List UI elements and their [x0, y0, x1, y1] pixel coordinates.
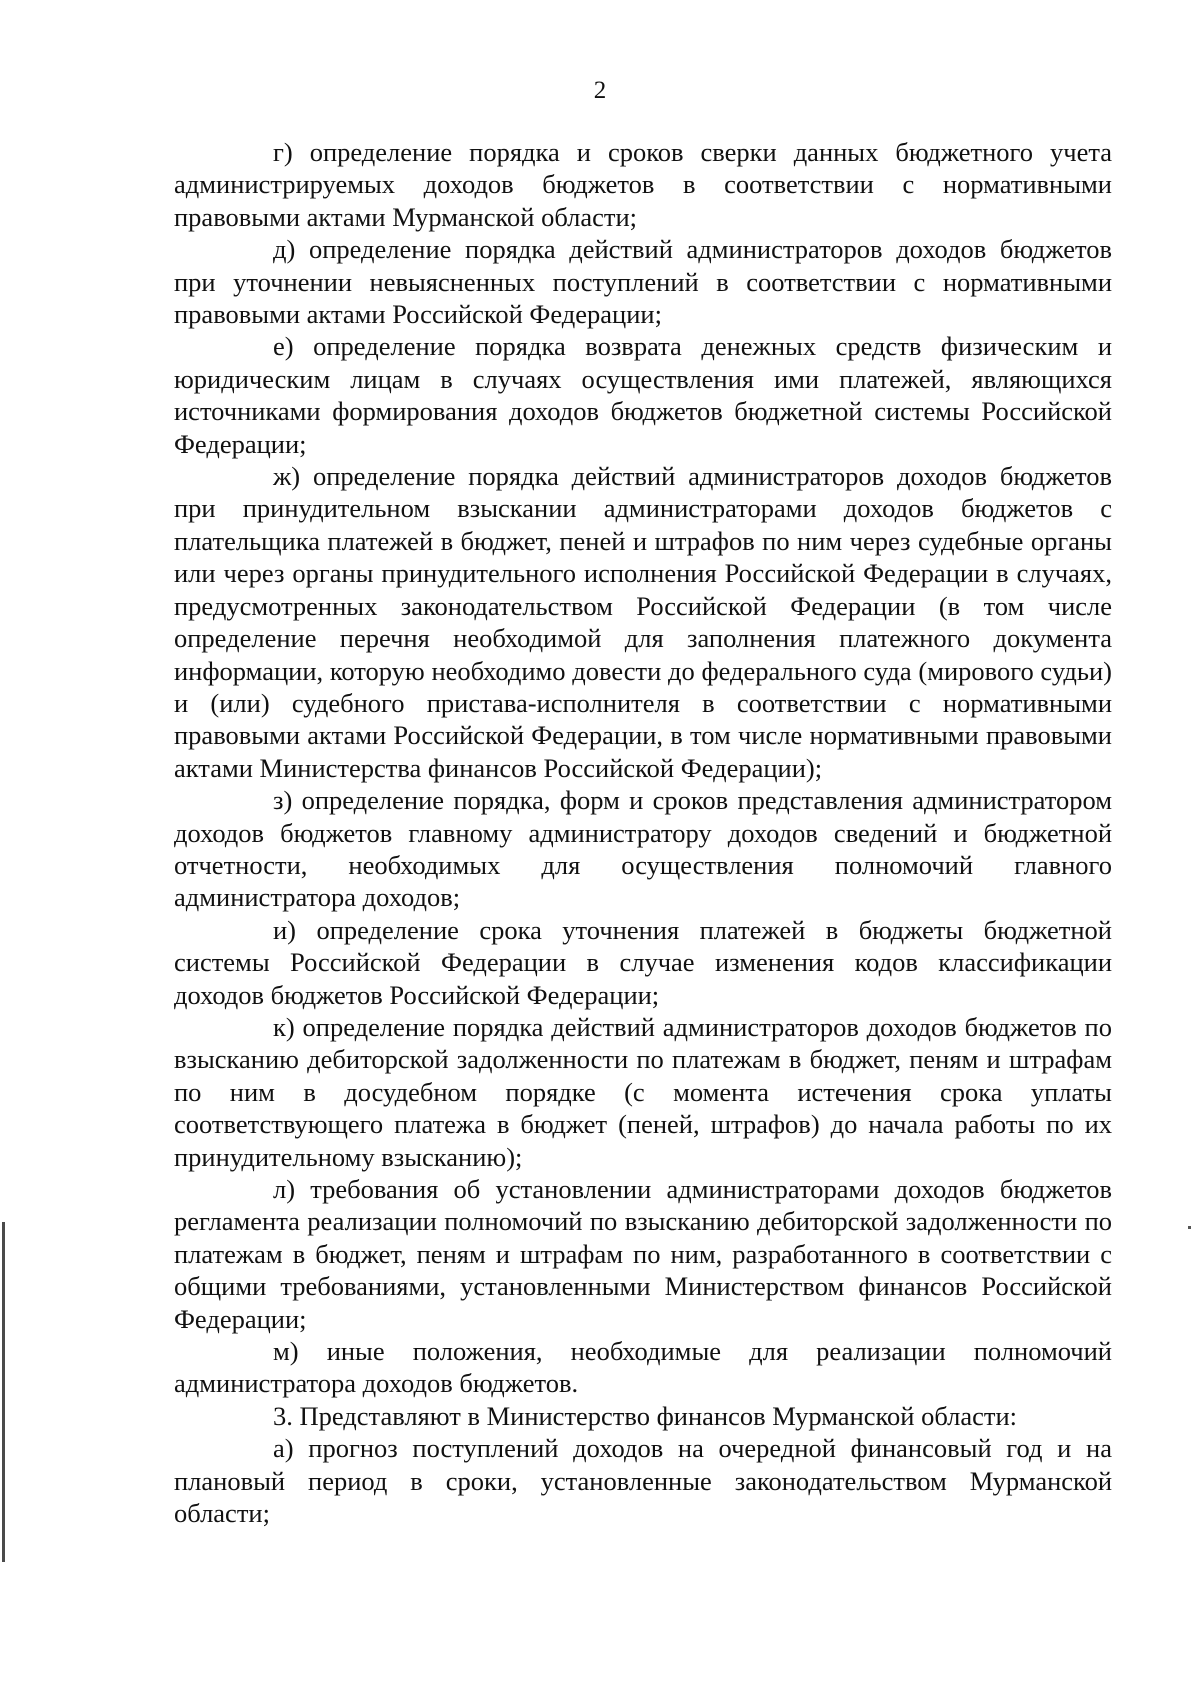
- page-number: 2: [593, 77, 607, 104]
- paragraph-i: и) определение срока уточнения платежей в бюджеты бюджетной системы Российской Федерации в случае изменения кодов классификации доходов бюджетов Российской Федерации;: [174, 914, 1112, 1010]
- paragraph-3: 3. Представляют в Министерство финансов Мурманской области:: [273, 1400, 1018, 1431]
- paragraph-d: д) определение порядка действий администраторов доходов бюджетов при уточнении невыясненных поступлений в соответствии с нормативными правовыми актами Российской Федерации;: [174, 234, 1112, 330]
- paragraph-zh: ж) определение порядка действий администраторов доходов бюджетов при принудительном взыскании администраторами доходов бюджетов с плательщика платежей в бюджет, пеней и штрафов по ним через судебные органы или через органы принудительного исполнения Российской Федерации в случаях, предусмотренных законодательством Российской Федерации (в том числе определение перечня необходимой для заполнения платежного документа информации, которую необходимо довести до федерального суда (мирового судьи) и (или) судебного пристава-исполнителя в соответствии с нормативными правовыми актами Российской Федерации, в том числе нормативными правовыми актами Министерства финансов Российской Федерации);: [174, 461, 1112, 783]
- paragraph-m: м) иные положения, необходимые для реализации полномочий администратора доходов бюджетов.: [174, 1336, 1112, 1399]
- paragraph-g: г) определение порядка и сроков сверки данных бюджетного учета администрируемых доходов бюджетов в соответствии с нормативными правовыми актами Мурманской области;: [174, 137, 1112, 232]
- paragraph-z: з) определение порядка, форм и сроков представления администратором доходов бюджетов главному администратору доходов сведений и бюджетной отчетности, необходимых для осуществления полномочий главного администратора доходов;: [174, 785, 1112, 913]
- scan-dot-mark: [1188, 1226, 1191, 1229]
- scan-edge-mark: [2, 1222, 5, 1562]
- paragraph-l: л) требования об установлении администраторами доходов бюджетов регламента реализации полномочий по взысканию дебиторской задолженности по платежам в бюджет, пеням и штрафам по ним, разработанного в соответствии с общими требованиями, установленными Министерством финансов Российской Федерации;: [174, 1174, 1112, 1334]
- paragraph-a: а) прогноз поступлений доходов на очередной финансовый год и на плановый период в сроки, установленные законодательством Мурманской области;: [174, 1433, 1112, 1529]
- paragraph-e: е) определение порядка возврата денежных средств физическим и юридическим лицам в случаях осуществления ими платежей, являющихся источниками формирования доходов бюджетов бюджетной системы Российской Федерации;: [174, 331, 1112, 459]
- document-body: [174, 136, 1112, 1529]
- paragraph-k: к) определение порядка действий администраторов доходов бюджетов по взысканию дебиторской задолженности по платежам в бюджет, пеням и штрафам по ним в досудебном порядке (с момента истечения срока уплаты соответствующего платежа в бюджет (пеней, штрафов) до начала работы по их принудительному взысканию);: [174, 1011, 1112, 1172]
